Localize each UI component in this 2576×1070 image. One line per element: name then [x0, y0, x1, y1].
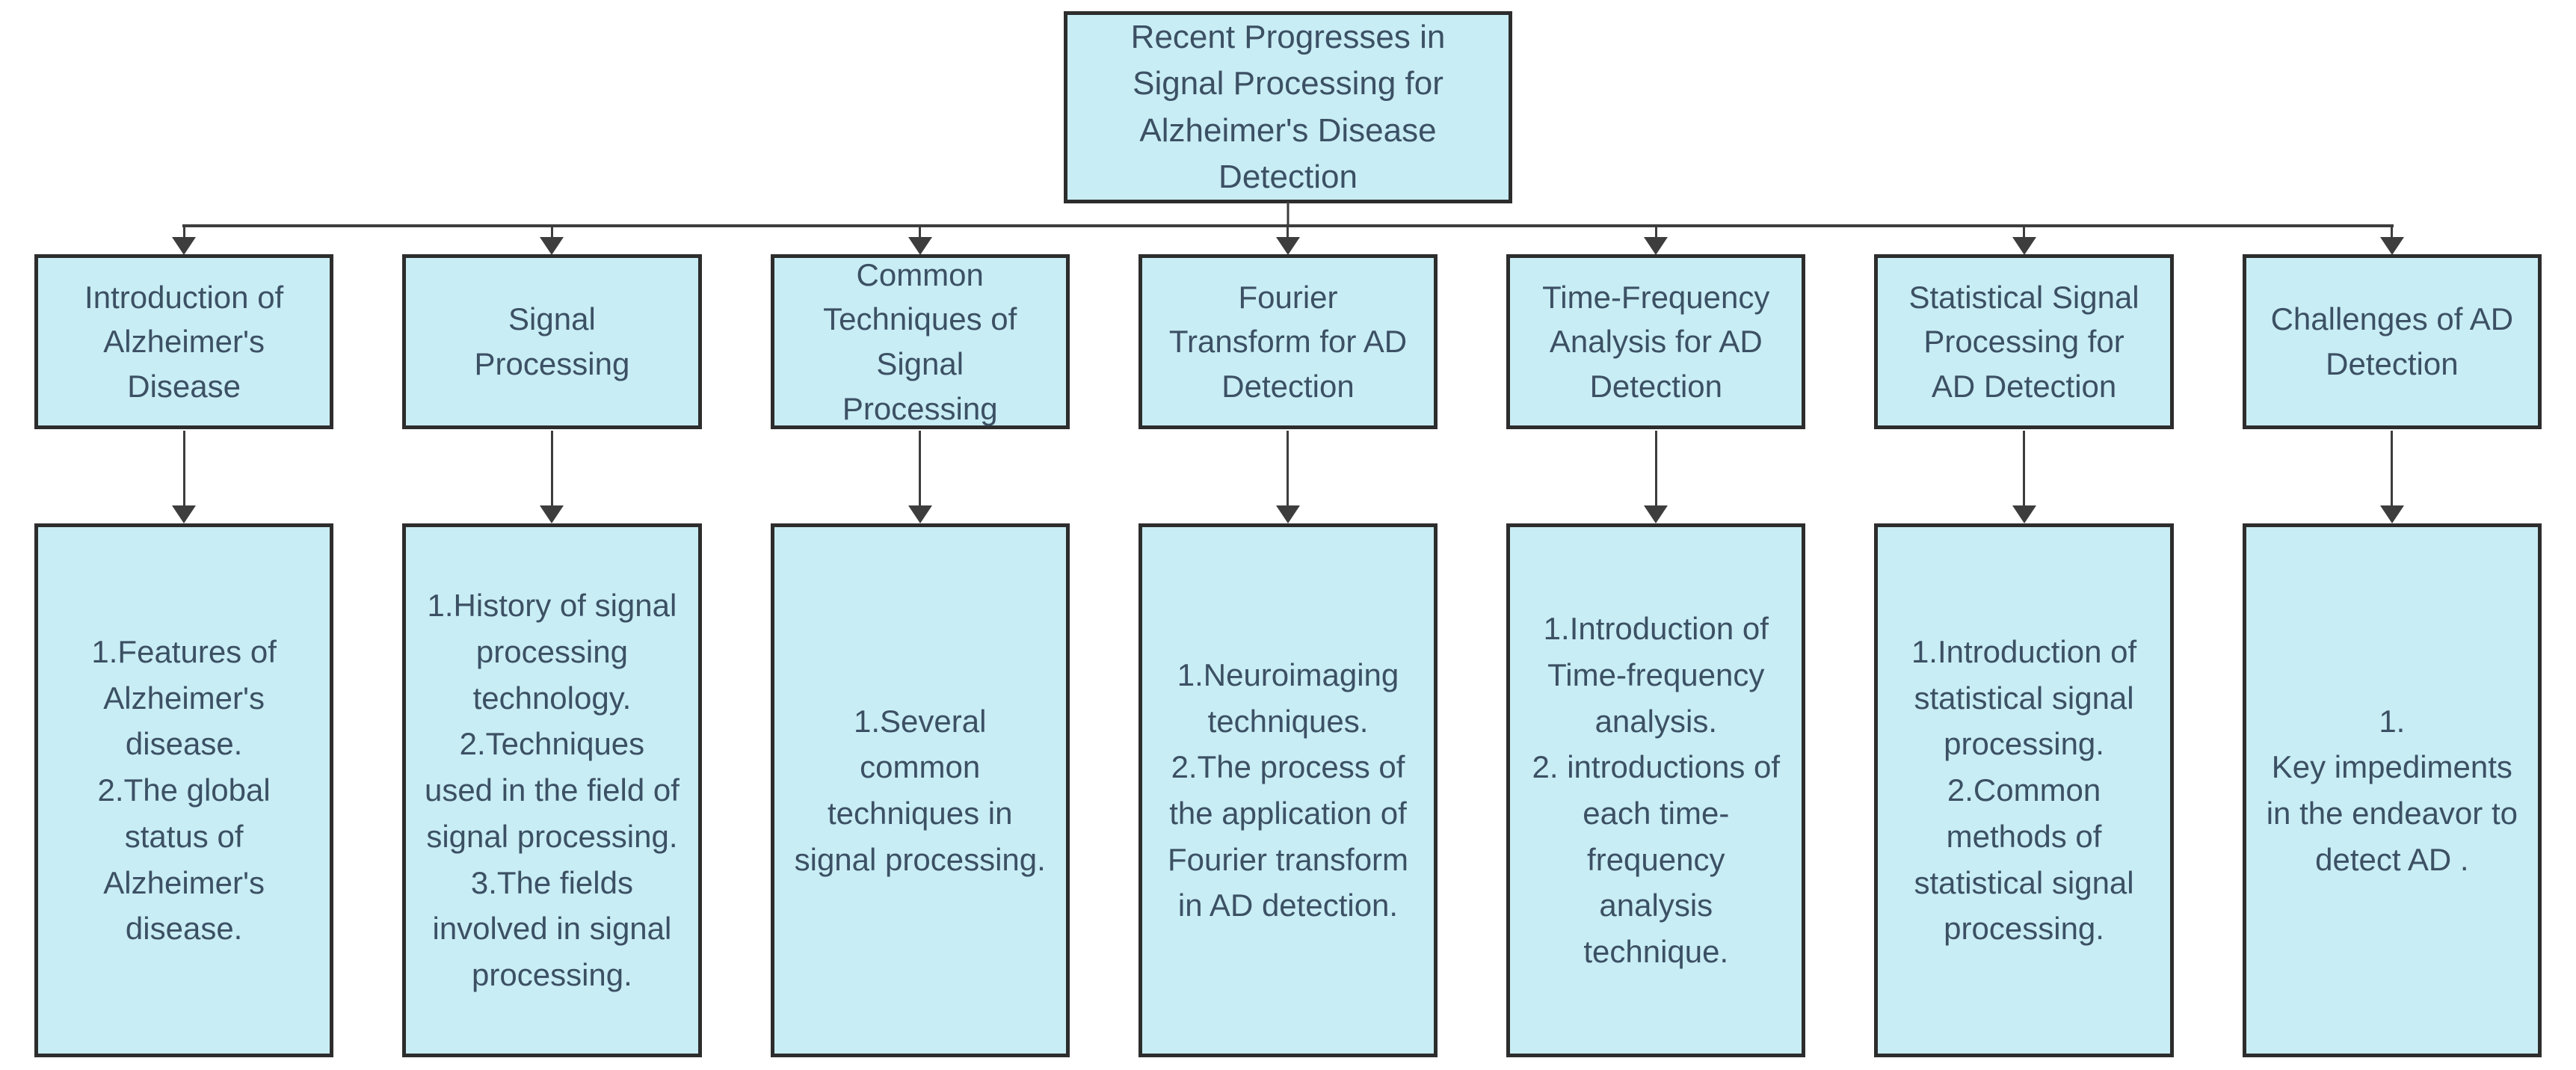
header-label: Time-Frequency Analysis for AD Detection — [1542, 279, 1770, 404]
detail-item: 1.Several common techniques in signal processing. — [794, 703, 1046, 877]
arrow-down-icon — [540, 225, 564, 255]
arrow-down-icon — [172, 431, 196, 523]
arrow-down-icon — [540, 431, 564, 523]
arrow-down-icon — [2380, 225, 2404, 255]
arrow-down-icon — [908, 431, 932, 523]
detail-item: 2.The process of the application of Fourier transform in AD detection. — [1167, 749, 1409, 923]
header-node — [1138, 254, 1438, 429]
header-node — [1506, 254, 1805, 429]
header-node — [2243, 254, 2542, 429]
detail-item: 1.Features of Alzheimer's disease. — [91, 633, 277, 762]
detail-item: 1.Introduction of Time-frequency analysis. — [1543, 611, 1769, 739]
column-fourier-transform-for-ad-detection — [1104, 0, 1472, 1070]
arrow-down-icon — [2380, 431, 2404, 523]
column-introduction-of-alzheimers-disease — [0, 0, 368, 1070]
header-label: Introduction of Alzheimer's Disease — [84, 279, 284, 404]
detail-item: 1. — [2379, 703, 2406, 739]
header-node — [1874, 254, 2173, 429]
header-label: Challenges of AD Detection — [2270, 301, 2514, 381]
header-label: Fourier Transform for AD Detection — [1168, 279, 1408, 404]
header-node — [771, 254, 1070, 429]
column-signal-processing — [368, 0, 736, 1070]
arrow-down-icon — [1644, 225, 1668, 255]
header-node — [34, 254, 333, 429]
arrow-down-icon — [2012, 225, 2036, 255]
detail-item: 2.Techniques used in the field of signal processing. — [424, 726, 680, 854]
detail-node — [402, 523, 701, 1057]
detail-node — [1506, 523, 1805, 1057]
header-label: Common Techniques of Signal Processing — [823, 256, 1017, 426]
detail-item: 1.Introduction of statistical signal processing. — [1911, 633, 2137, 762]
column-common-techniques-of-signal-processing — [736, 0, 1104, 1070]
detail-item: 1.Neuroimaging techniques. — [1177, 657, 1399, 739]
arrow-down-icon — [172, 225, 196, 255]
arrow-down-icon — [1276, 225, 1300, 255]
arrow-down-icon — [908, 225, 932, 255]
detail-item: 3.The fields involved in signal processing. — [432, 864, 672, 993]
arrow-down-icon — [1644, 431, 1668, 523]
detail-node — [771, 523, 1070, 1057]
column-challenges-of-ad-detection — [2208, 0, 2576, 1070]
arrow-down-icon — [2012, 431, 2036, 523]
detail-node — [34, 523, 333, 1057]
detail-item: 1.History of signal processing technology. — [427, 588, 677, 716]
detail-item: Key impediments in the endeavor to detect AD . — [2266, 749, 2518, 877]
detail-item: 2. introductions of each time-frequency analysis technique. — [1532, 749, 1781, 970]
detail-node — [2243, 523, 2542, 1057]
detail-node — [1874, 523, 2173, 1057]
root-node-label: Recent Progresses in Signal Processing for Alzheimer's Disease Detection — [1130, 18, 1446, 195]
header-label: Statistical Signal Processing for AD Detection — [1908, 279, 2139, 404]
header-node — [402, 254, 701, 429]
detail-node — [1138, 523, 1438, 1057]
detail-item: 2.The global status of Alzheimer's disease. — [97, 772, 271, 947]
detail-item: 2.Common methods of statistical signal processing. — [1914, 772, 2134, 947]
header-label: Signal Processing — [474, 301, 630, 381]
column-time-frequency-analysis-for-ad-detection — [1472, 0, 1840, 1070]
column-statistical-signal-processing-for-ad-detection — [1840, 0, 2207, 1070]
arrow-down-icon — [1276, 431, 1300, 523]
